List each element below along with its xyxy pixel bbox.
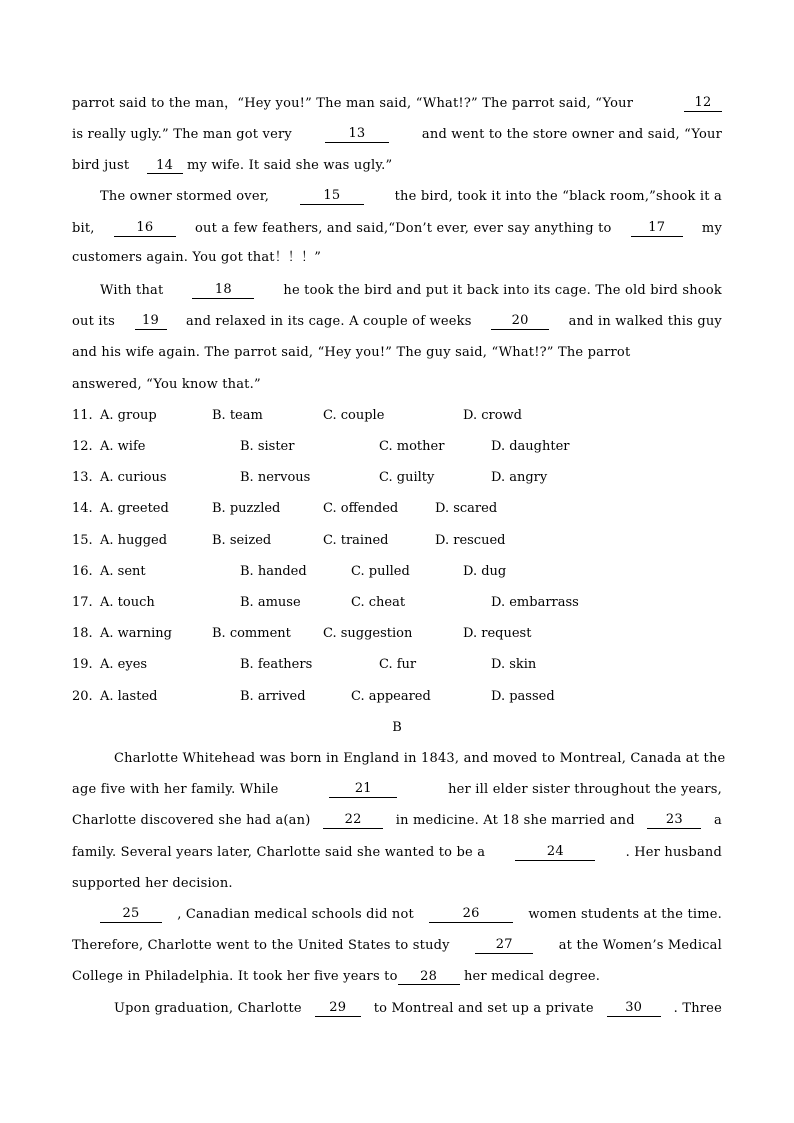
text: With that xyxy=(100,283,164,298)
blank-19: 19 xyxy=(135,314,167,330)
blank-21: 21 xyxy=(329,782,397,798)
blank-24: 24 xyxy=(515,845,595,861)
option-a: A. warning xyxy=(100,626,172,641)
blank-27: 27 xyxy=(475,938,533,954)
blank-14: 14 xyxy=(147,159,183,174)
text: he took the bird and put it back into its cage. The old bird shook xyxy=(283,283,722,298)
option-c: C. suggestion xyxy=(323,626,413,641)
passage-a-line-9 xyxy=(72,345,722,361)
option-c: C. guilty xyxy=(379,470,435,485)
passage-a-line-10 xyxy=(72,377,722,393)
blank-26: 26 xyxy=(429,907,513,923)
text: the bird, took it into the “black room,”shook it a xyxy=(394,189,722,204)
text: supported her decision. xyxy=(72,876,233,891)
text: College in Philadelphia. It took her five years to xyxy=(72,969,398,984)
text: Therefore, Charlotte went to the United States to study xyxy=(72,938,450,953)
blank-13: 13 xyxy=(325,127,389,143)
text: family. Several years later, Charlotte said she wanted to be a xyxy=(72,845,486,860)
text: answered, “You know that.” xyxy=(72,377,261,392)
text: age five with her family. While xyxy=(72,782,279,797)
option-c: C. trained xyxy=(323,533,389,548)
text: my wife. It said she was ugly.” xyxy=(186,158,393,173)
text: out its xyxy=(72,314,116,329)
text: The owner stormed over, xyxy=(100,189,270,204)
option-a: A. curious xyxy=(100,470,167,485)
text: out a few feathers, and said,“Don’t ever, ever say anything to xyxy=(195,221,612,236)
question-number: 15. xyxy=(72,533,93,548)
option-b: B. seized xyxy=(212,533,272,548)
option-b: B. handed xyxy=(240,564,307,579)
option-c: C. cheat xyxy=(351,595,406,610)
passage-a-line-5 xyxy=(72,221,722,237)
passage-b-line-8 xyxy=(72,969,722,985)
text: Charlotte Whitehead was born in England in 1843, and moved to Montreal, Canada at the xyxy=(114,751,726,766)
option-a: A. wife xyxy=(100,439,146,454)
option-d: D. daughter xyxy=(491,439,570,454)
passage-b-line-3 xyxy=(72,813,722,829)
text: and relaxed in its cage. A couple of weeks xyxy=(186,314,472,329)
question-number: 20. xyxy=(72,689,93,704)
question-number: 18. xyxy=(72,626,93,641)
blank-30: 30 xyxy=(607,1001,661,1017)
text: women students at the time. xyxy=(528,907,722,922)
passage-b-line-4 xyxy=(72,845,722,861)
option-c: C. mother xyxy=(379,439,445,454)
blank-20: 20 xyxy=(491,314,549,330)
passage-a-line-6 xyxy=(72,250,722,266)
text: . Her husband xyxy=(625,845,722,860)
option-d: D. rescued xyxy=(435,533,506,548)
option-d: D. angry xyxy=(491,470,548,485)
option-c: C. fur xyxy=(379,657,417,672)
passage-a-line-4 xyxy=(100,189,722,205)
option-b: B. sister xyxy=(240,439,295,454)
blank-25: 25 xyxy=(100,907,162,923)
blank-22: 22 xyxy=(323,813,383,829)
question-number: 12. xyxy=(72,439,93,454)
section-heading: B xyxy=(392,720,402,735)
question-number: 14. xyxy=(72,501,93,516)
option-b: B. amuse xyxy=(240,595,301,610)
text: customers again. You got that！！！” xyxy=(72,250,322,265)
passage-a-line-2 xyxy=(72,127,722,143)
passage-b-line-5 xyxy=(72,876,722,892)
option-b: B. puzzled xyxy=(212,501,281,516)
option-d: D. crowd xyxy=(463,408,522,423)
passage-b-line-1 xyxy=(114,751,726,767)
passage-b-line-9 xyxy=(114,1001,722,1017)
passage-a-line-1 xyxy=(72,96,722,112)
blank-12: 12 xyxy=(684,96,722,112)
text: her ill elder sister throughout the years, xyxy=(448,782,722,797)
option-a: A. touch xyxy=(100,595,155,610)
option-b: B. nervous xyxy=(240,470,311,485)
passage-b-line-7 xyxy=(72,938,722,954)
text: and in walked this guy xyxy=(568,314,722,329)
option-a: A. hugged xyxy=(100,533,168,548)
option-c: C. couple xyxy=(323,408,385,423)
text: in medicine. At 18 she married and xyxy=(395,813,635,828)
option-b: B. feathers xyxy=(240,657,313,672)
option-a: A. eyes xyxy=(100,657,148,672)
option-b: B. team xyxy=(212,408,263,423)
text: and went to the store owner and said, “Your xyxy=(421,127,722,142)
option-a: A. sent xyxy=(100,564,146,579)
question-number: 11. xyxy=(72,408,93,423)
option-a: A. greeted xyxy=(100,501,169,516)
passage-a-line-3 xyxy=(72,158,722,174)
text: to Montreal and set up a private xyxy=(373,1001,594,1016)
text: Upon graduation, Charlotte xyxy=(114,1001,302,1016)
option-d: D. scared xyxy=(435,501,498,516)
text: at the Women’s Medical xyxy=(558,938,722,953)
blank-15: 15 xyxy=(300,189,364,205)
option-a: A. group xyxy=(100,408,157,423)
blank-23: 23 xyxy=(647,813,701,829)
text: , Canadian medical schools did not xyxy=(177,907,414,922)
text: a xyxy=(714,813,722,828)
blank-16: 16 xyxy=(114,221,176,237)
option-b: B. comment xyxy=(212,626,291,641)
option-a: A. lasted xyxy=(100,689,158,704)
blank-18: 18 xyxy=(192,283,254,299)
option-c: C. pulled xyxy=(351,564,410,579)
text: her medical degree. xyxy=(463,969,601,984)
option-b: B. arrived xyxy=(240,689,306,704)
question-number: 19. xyxy=(72,657,93,672)
option-d: D. embarrass xyxy=(491,595,579,610)
question-number: 17. xyxy=(72,595,93,610)
text: parrot said to the man，“Hey you!” The man said, “What!?” The parrot said, “Your xyxy=(72,96,634,111)
option-c: C. appeared xyxy=(351,689,431,704)
question-number: 13. xyxy=(72,470,93,485)
text: bit, xyxy=(72,221,95,236)
passage-a-line-8 xyxy=(72,314,722,330)
text: Charlotte discovered she had a(an) xyxy=(72,813,311,828)
question-number: 16. xyxy=(72,564,93,579)
text: my xyxy=(701,221,722,236)
option-c: C. offended xyxy=(323,501,399,516)
text: is really ugly.” The man got very xyxy=(72,127,292,142)
passage-b-line-2 xyxy=(72,782,722,798)
blank-28: 28 xyxy=(398,970,460,985)
option-d: D. request xyxy=(463,626,532,641)
passage-a-line-7 xyxy=(100,283,722,299)
option-d: D. dug xyxy=(463,564,507,579)
option-d: D. skin xyxy=(491,657,537,672)
passage-b-line-6 xyxy=(100,907,722,923)
text: . Three xyxy=(673,1001,722,1016)
text: bird just xyxy=(72,158,130,173)
option-d: D. passed xyxy=(491,689,555,704)
blank-17: 17 xyxy=(631,221,683,237)
text: and his wife again. The parrot said, “Hey you!” The guy said, “What!?” The parrot xyxy=(72,345,631,360)
blank-29: 29 xyxy=(315,1001,361,1017)
